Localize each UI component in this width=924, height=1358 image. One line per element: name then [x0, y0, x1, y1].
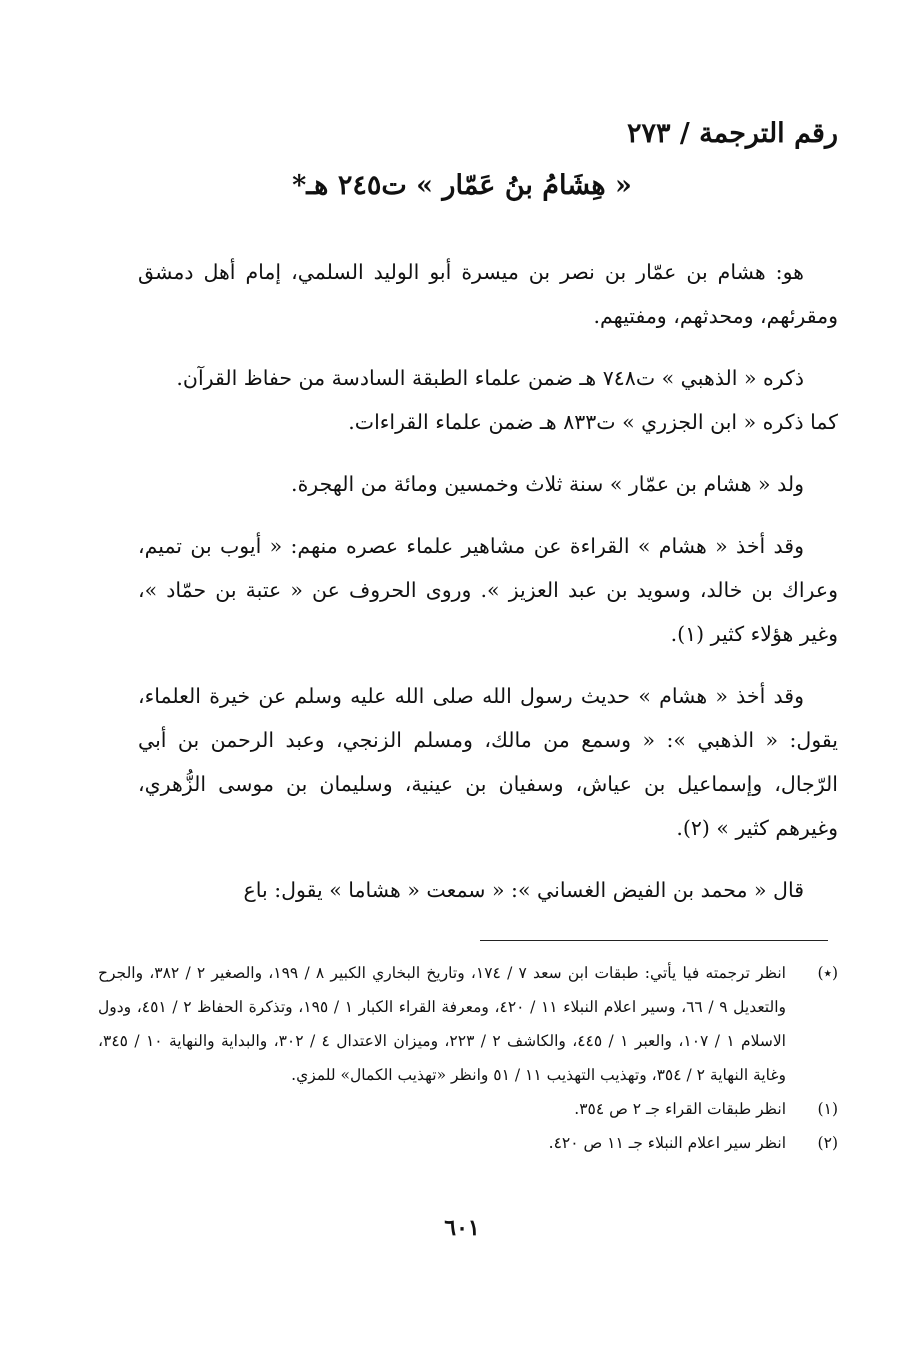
paragraph: وقد أخذ « هشام » حديث رسول الله صلى الله عليه وسلم عن خيرة العلماء، يقول: « الذهبي »: « وسمع من مالك، ومسلم الزنجي، وعبد الرحمن بن أبي الرّجال، وإسماعيل بن عياش، وسفيان بن عينية، وسليمان بن موسى الزُّهري، وغيرهم كثير » (٢). [138, 684, 838, 840]
page-number: ٦٠١ [444, 1215, 480, 1241]
paragraph: كما ذكره « ابن الجزري » ت٨٣٣ هـ ضمن علماء القراءات. [348, 410, 838, 434]
footnote [98, 1126, 838, 1160]
footnote [98, 956, 838, 1092]
biography-number-label: رقم الترجمة / ٢٧٣ [626, 118, 838, 149]
footnote-marker: (٢) [817, 1134, 838, 1152]
footnotes [98, 956, 838, 1160]
footnote-text: انظر سير اعلام النبلاء جـ ١١ ص ٤٢٠. [548, 1134, 786, 1152]
footnote-text: انظر ترجمته فيا يأتي: طبقات ابن سعد ٧ / ١٧٤، وتاريخ البخاري الكبير ٨ / ١٩٩، والصغير ٢ / ٣٨٢، والجرح والتعديل ٩ / ٦٦، وسير اعلام النبلاء ١١ / ٤٢٠، ومعرفة القراء الكبار ١ / ١٩٥، وتذكرة الحفاظ ٢ / ٤٥١، ودول الاسلام ١ / ١٠٧، والعبر ١ / ٤٤٥، والكاشف ٢ / ٢٢٣، وميزان الاعتدال ٤ / ٣٠٢، والبداية والنهاية ١٠ / ٣٤٥، وغاية النهاية ٢ / ٣٥٤، وتهذيب التهذيب ١١ / ٥١ وانظر «تهذيب الكمال» للمزي. [98, 964, 786, 1084]
footnote-divider [480, 940, 828, 941]
paragraph: قال « محمد بن الفيض الغساني »: « سمعت « هشاما » يقول: باع [243, 878, 804, 902]
paragraph: ذكره « الذهبي » ت٧٤٨ هـ ضمن علماء الطبقة السادسة من حفاظ القرآن. [176, 366, 804, 390]
footnote-text: انظر طبقات القراء جـ ٢ ص ٣٥٤. [574, 1100, 786, 1118]
footnote-marker: (١) [817, 1100, 838, 1118]
paragraph: وقد أخذ « هشام » القراءة عن مشاهير علماء عصره منهم: « أيوب بن تميم، وعراك بن خالد، وسويد بن عبد العزيز ». وروى الحروف عن « عتبة بن حمّاد »، وغير هؤلاء كثير (١). [138, 534, 838, 646]
page-title: « هِشَامُ بنُ عَمّار » ت٢٤٥ هـ* [292, 170, 632, 201]
main-text [138, 250, 838, 930]
paragraph: هو: هشام بن عمّار بن نصر بن ميسرة أبو الوليد السلمي، إمام أهل دمشق ومقرئهم، ومحدثهم، ومفتيهم. [138, 260, 838, 328]
paragraph: ولد « هشام بن عمّار » سنة ثلاث وخمسين ومائة من الهجرة. [291, 472, 804, 496]
footnote-marker: (٭) [817, 964, 838, 982]
footnote [98, 1092, 838, 1126]
